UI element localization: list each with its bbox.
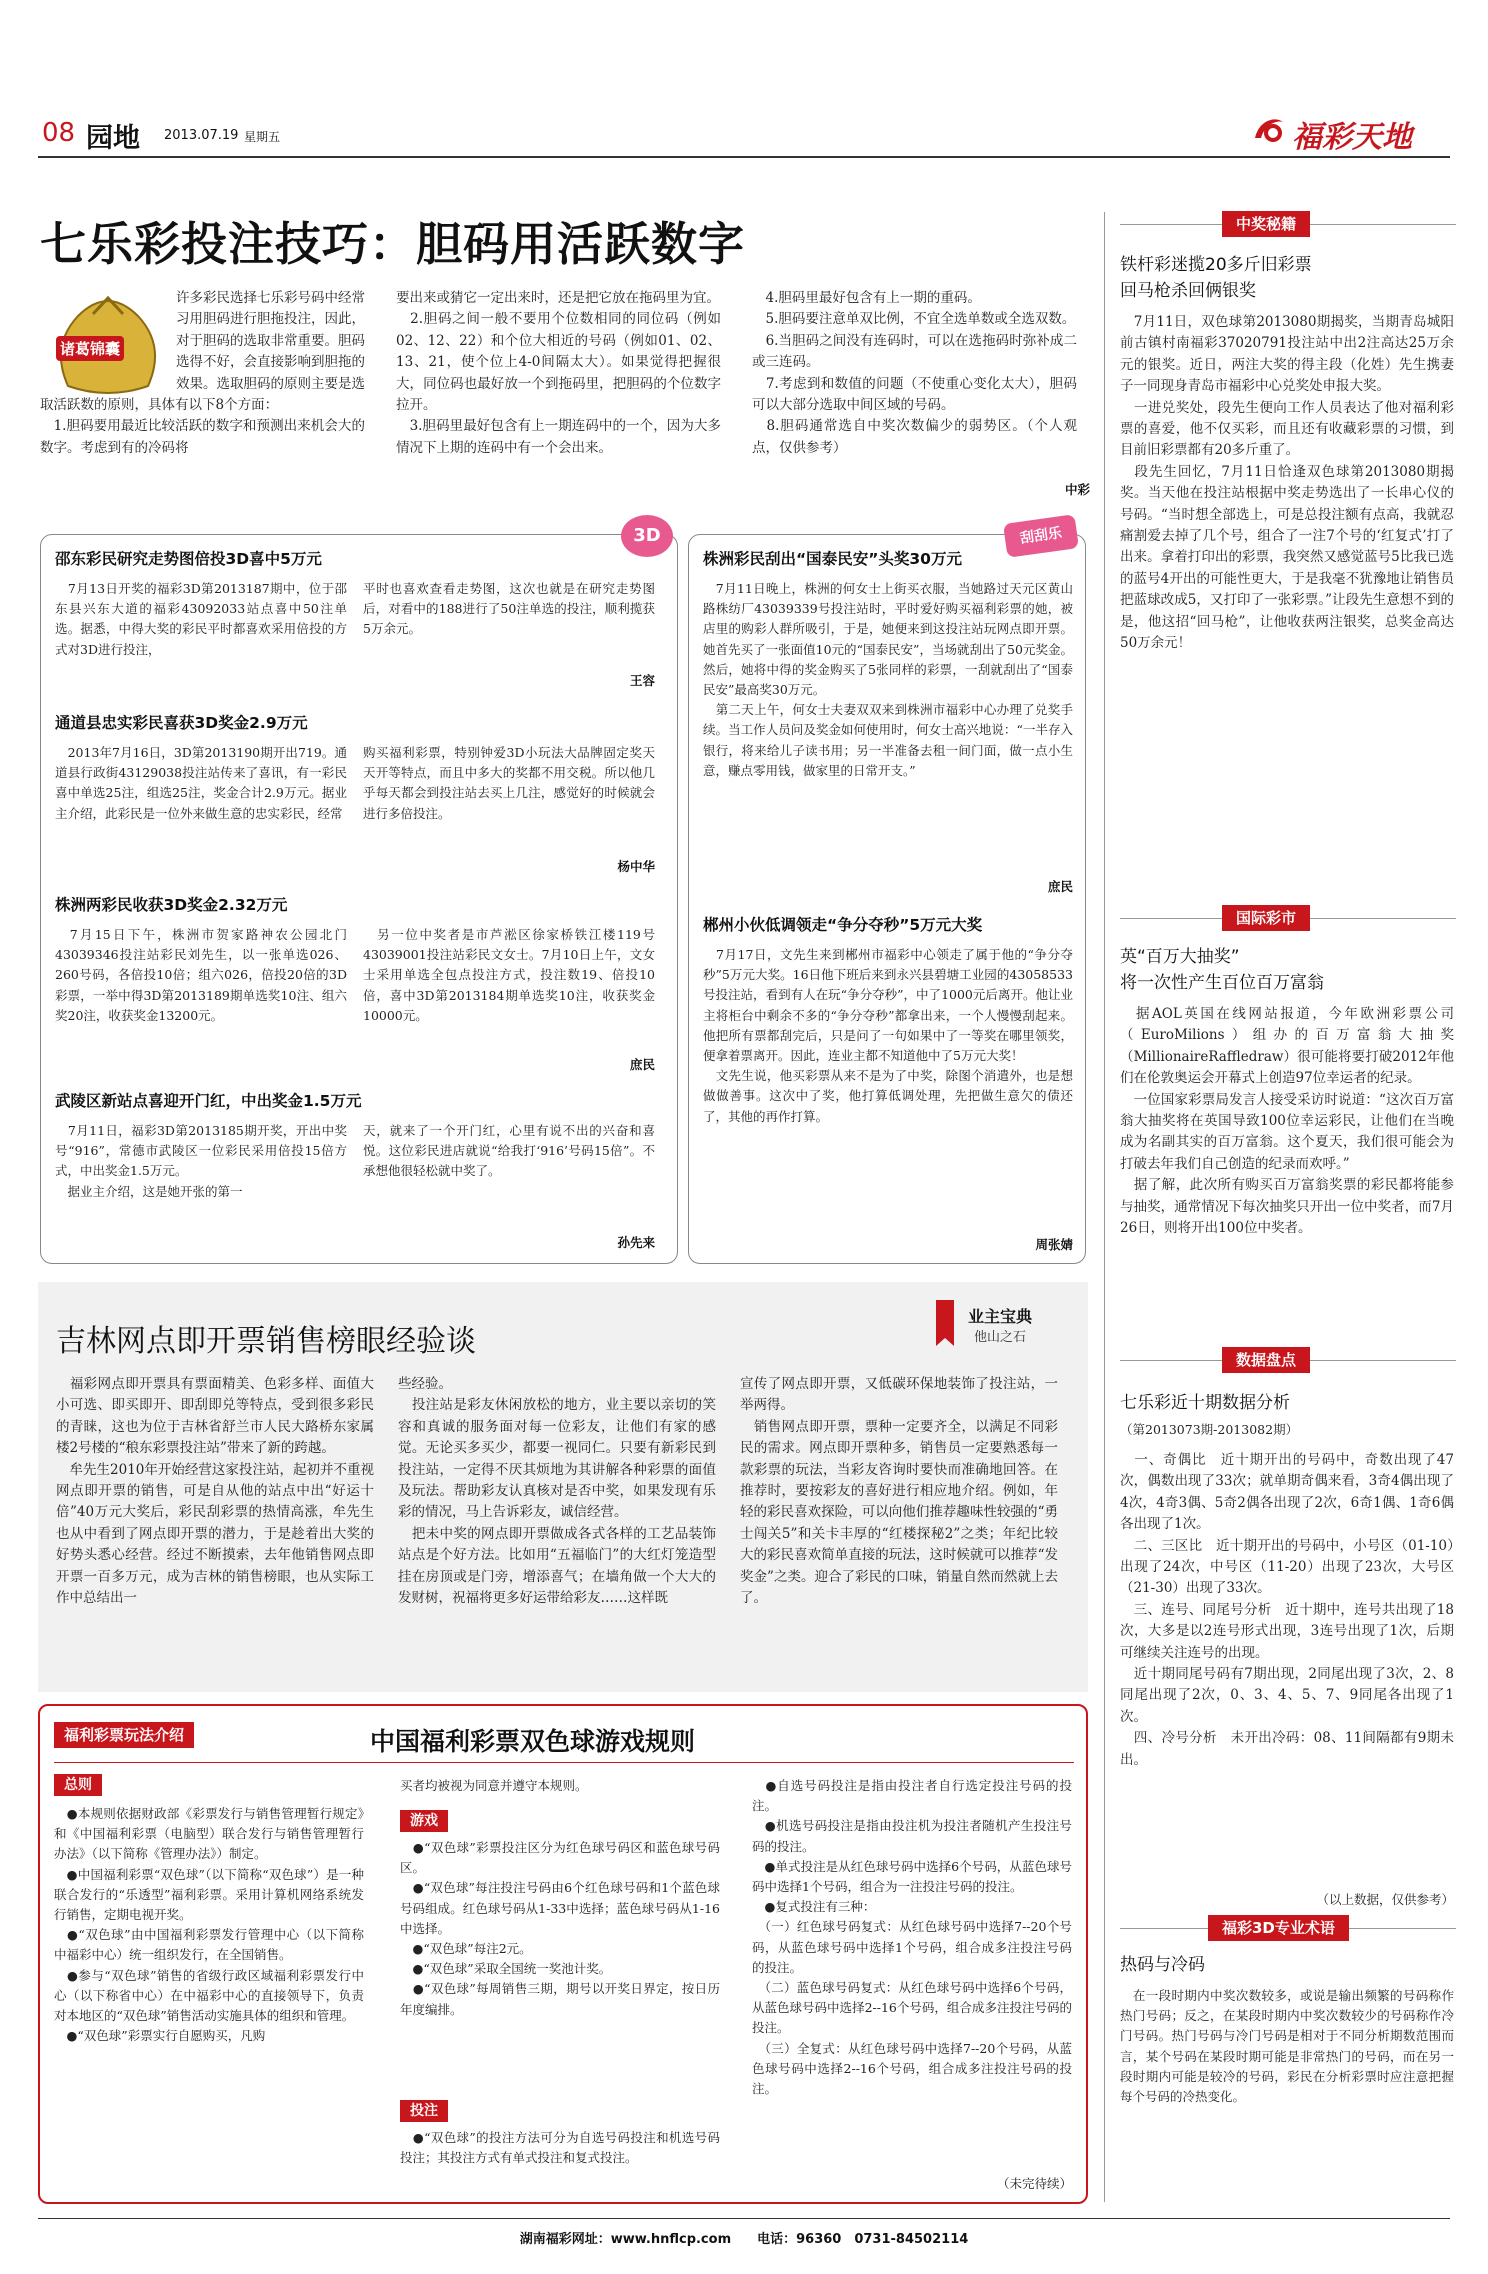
s1-tag: 中奖秘籍 — [1222, 211, 1310, 237]
news-scratch-1-text: 7月11日晚上，株洲的何女士上街买衣服，当她路过天元区黄山路株纺厂43039339号投注站时，平时爱好购买福利彩票的她，被店里的购彩人群所吸引，于是，她便来到这投注站玩网点即开票。她首先买了一张面值10元的“国泰民安”，当场就刮出了50元奖金。然后，她将中得的奖金购买了5张同样的彩票，一刮就刮出了“国泰民安”最高奖30万元。 第二天上午，何女士夫妻双双来到株洲市福彩中心办理了兑奖手续。当工作人员问及奖金如何使用时，何女士高兴地说：“一半存入银行，将来给儿子读书用；另一半准备去租一间门面，做一点小生意，赚点零用钱，做家里的日常开支。” — [703, 581, 1073, 778]
main-column-3: 4.胆码里最好包含有上一期的重码。 5.胆码要注意单双比例，不宜全选单数或全选双数。 6.当胆码之间没有连码时，可以在选拖码时弥补成二或三连码。 7.考虑到和数值的问题（不使重心变化太大），胆码可以大部分选取中间区域的号码。 8.胆码通常选自中奖次数偏少的弱势区。（个人观点，仅供参考） — [752, 290, 1077, 456]
s2-tag: 国际彩市 — [1222, 905, 1310, 931]
footer-rule — [38, 2218, 1450, 2219]
main-col1-text: 许多彩民选择七乐彩号码中经常习用胆码进行胆拖投注，因此，对于胆码的选取非常重要。胆码选得不好，会直接影响到胆拖的效果。选取胆码的原则主要是选取活跃数的原则，具体有以下8个方面： 1.胆码要用最近比较活跃的数字和预测出来机会大的数字。考虑到有的冷码将 — [40, 290, 365, 456]
footer-text: 湖南福彩网址：www.hnflcp.com 电话：96360 0731-84502114 — [519, 2232, 969, 2247]
main-author: 中彩 — [1064, 482, 1090, 497]
page-number: 08 — [42, 118, 76, 148]
s2-text: 据AOL英国在线网站报道，今年欧洲彩票公司（EuroMilions）组办的百万富翁大抽奖（MillionaireRaffledraw）很可能将要打破2012年他们在伦敦奥运会开幕式上创造97位幸运者的纪录。 一位国家彩票局发言人接受采访时说道：“这次百万富翁大抽奖将在英国导致100位幸运彩民，让他们在当晚成为名副其实的百万富翁。这个夏天，我们很可能会为打破去年我们自己创造的纪录而欢呼。” 据了解，此次所有购买百万富翁奖票的彩民都将能参与抽奖，通常情况下每次抽奖只开出一位中奖者，而7月26日，则将开出100位中奖者。 — [1120, 1006, 1454, 1237]
rules-col-2b: ●“双色球”彩票投注区分为红色球号码区和蓝色球号码区。 ●“双色球”每注投注号码由6个红色球号码和1个蓝色球号码组成。红色球号码从1-33中选择；蓝色球号码从1-16中选择。 ●“双色球”每注2元。 ●“双色球”采取全国统一奖池计奖。 ●“双色球”每周销售三期，期号以开奖日界定，按日历年度编排。 — [400, 1840, 720, 2017]
news-3d-title-2: 通道县忠实彩民喜获3D奖金2.9万元 — [55, 714, 308, 732]
s3-subtitle: （第2013073期-2013082期） — [1120, 1422, 1299, 1437]
rules-col1-tag: 总则 — [54, 1774, 102, 1796]
wrap-spacer — [40, 288, 177, 400]
box-scratch-news — [688, 525, 1086, 1264]
badge-label: 诸葛锦囊 — [56, 336, 124, 361]
news-3d-2-author: 杨中华 — [617, 859, 655, 874]
news-scratch-2-text: 7月17日，文先生来到郴州市福彩中心领走了属于他的“争分夺秒”5万元大奖。16日他下班后来到永兴县碧塘工业园的43058533号投注站，看到有人在玩“争分夺秒”，中了1000元后离开。他让业主将柜台中剩余不多的“争分夺秒”都拿出来，一个人慢慢刮起来。他把所有票都刮完后，只是问了一句如果中了一等奖在哪里领奖，便拿着票离开。因此，连业主都不知道他中了5万元大奖！ 文先生说，他买彩票从来不是为了中奖，除图个消遣外，也是想做做善事。这次中了奖，他打算低调处理，先把做生意欠的债还了，其他的再作打算。 — [703, 947, 1073, 1124]
issue-weekday: 星期五 — [244, 130, 281, 144]
news-3d-title-3: 株洲两彩民收获3D奖金2.32万元 — [55, 896, 288, 914]
news-3d-1-author: 王容 — [629, 673, 655, 688]
s4-tag: 福彩3D专业术语 — [1208, 1915, 1349, 1941]
sidebar — [1120, 200, 1456, 2200]
news-3d-2-col-a: 2013年7月16日，3D第2013190期开出719。通道县行政街43129038投注站传来了喜讯，有一彩民喜中单选25注，组选25注，奖金合计2.9万元。据业主介绍，此彩民是一位外来做生意的忠实彩民，经常 — [55, 745, 347, 821]
jilin-tag-box — [926, 1300, 1084, 1348]
jilin-col-2: 些经验。 投注站是彩友休闲放松的地方，业主要以亲切的笑容和真诚的服务面对每一位彩友，让他们有家的感觉。无论买多买少，都要一视同仁。只要有新彩民到投注站，一定得不厌其烦地为其讲解各种彩票的面值及玩法。帮助彩友认真核对是否中奖，如果发现有乐彩的情况，马上告诉彩友，诚信经营。 把未中奖的网点即开票做成各式各样的工艺品装饰站点是个好方法。比如用“五福临门”的大红灯笼造型挂在房顶或是门旁，增添喜气；在墙角做一个大大的发财树，祝福将更多好运带给彩友……这样既 — [398, 1376, 716, 1607]
rules-col-2c: ●“双色球”的投注方法可分为自选号码投注和机选号码投注；其投注方式有单式投注和复式投注。 — [400, 2130, 720, 2166]
main-column-2: 要出来或猜它一定出来时，还是把它放在拖码里为宜。 2.胆码之间一般不要用个位数相同的同位码（例如02、12、22）和个位大相近的号码（例如01、02、13、21，使个位上4-0间隔太大）。如果觉得把握很大，同位码也最好放一个到拖码里，把胆码的个位数字拉开。 3.胆码里最好包含有上一期连码中的一个，因为大多情况下上期的连码中有一个会出来。 — [396, 290, 721, 456]
news-3d-3-col-b: 另一位中奖者是市芦淞区徐家桥铁江楼119号43039001投注站彩民文女士。7月10日上午，文女士采用单选全包点投注方式，投注数19、倍投10倍，喜中3D第2013184期单选奖10注，收获奖金10000元。 — [363, 927, 655, 1023]
jilin-col-1: 福彩网点即开票具有票面精美、色彩多样、面值大小可选、即买即开、即刮即兑等特点，受到很多彩民的青睐，这也为位于吉林省舒兰市人民大路桥东家属楼2号楼的“稂东彩票投注站”带来了新的跨越。 牟先生2010年开始经营这家投注站，起初并不重视网点即开票的销售，可是自从他的站点中出“好运十倍”40万元大奖后，彩民刮彩票的热情高涨，牟先生也从中看到了网点即开票的潜力，于是趁着出大奖的好势头悉心经营。经过不断摸索，去年他销售网点即开票一百多万元，成为吉林的销售榜眼，也从实际工作中总结出一 — [56, 1376, 374, 1607]
jilin-title: 吉林网点即开票销售榜眼经验谈 — [56, 1324, 476, 1359]
issue-date: 2013.07.19 — [164, 128, 239, 143]
s2-title: 英“百万大抽奖” 将一次性产生百位百万富翁 — [1120, 947, 1324, 993]
box-3d-news — [40, 525, 678, 1264]
main-column-1 — [40, 288, 365, 508]
rules-title: 中国福利彩票双色球游戏规则 — [370, 1727, 696, 1756]
s3-title: 七乐彩近十期数据分析 — [1120, 1393, 1290, 1413]
main-title: 七乐彩投注技巧：胆码用活跃数字 — [40, 217, 745, 271]
rules-col2-tag-2: 投注 — [400, 2100, 448, 2122]
rules-col-3: ●自选号码投注是指由投注者自行选定投注号码的投注。 ●机选号码投注是指由投注机为投注者随机产生投注号码的投注。 ●单式投注是从红色球号码中选择6个号码，从蓝色球号码中选择1个号码，组合为一注投注号码的投注。 ●复式投注有三种： （一）红色球号码复式：从红色球号码中选择7--20个号码，从蓝色球号码中选择1个号码，组合成多注投注号码的投注。 （二）蓝色球号码复式：从红色球号码中选择6个号码，从蓝色球号码中选择2--16个号码，组合成多注投注号码的投注。 （三）全复式：从红色球号码中选择7--20个号码，从蓝色球号码中选择2--16个号码，组合成多注投注号码的投注。 — [752, 1778, 1072, 2097]
sidebar-divider — [1104, 212, 1105, 2202]
news-3d-4-author: 孙先来 — [617, 1235, 655, 1250]
news-3d-3-col-a: 7月15日下午，株洲市贺家路神农公园北门43039346投注站彩民刘先生，以一张单选026、260号码，各倍投10倍；组六026，倍投20倍的3D彩票，一举中得3D第2013189期单选奖10注、组六奖20注，收获奖金13200元。 — [55, 927, 347, 1023]
news-scratch-1-author: 庶民 — [1047, 879, 1073, 894]
rules-col-1: ●本规则依据财政部《彩票发行与销售管理暂行规定》和《中国福利彩票（电脑型）联合发行与销售管理暂行办法》（以下简称《管理办法》）制定。 ●中国福利彩票“双色球”（以下简称“双色球”）是一种联合发行的“乐透型”福利彩票。采用计算机网络系统发行销售，定期电视开奖。 ●“双色球”由中国福利彩票发行管理中心（以下简称中福彩中心）统一组织发行，在全国销售。 ●参与“双色球”销售的省级行政区域福利彩票发行中心（以下称省中心）在中福彩中心的直接领导下，负责对本地区的“双色球”销售活动实施具体的组织和管理。 ●“双色球”彩票实行自愿购买，凡购 — [54, 1806, 364, 2044]
page-header — [38, 112, 1450, 158]
badge-3d: 3D — [621, 515, 673, 557]
s3-text: 一、奇偶比 近十期开出的号码中，奇数出现了47次，偶数出现了33次；就单期奇偶来看，3奇4偶出现了4次，4奇3偶、5奇2偶各出现了2次，6奇1偶、1奇6偶各出现了1次。 二、三区比 近十期开出的号码中，小号区（01-10）出现了24次，中号区（11-20）出现了23次，大号区（21-30）出现了33次。 三、连号、同尾号分析 近十期中，连号共出现了18次，大多是以2连号形式出现，3连号出现了1次，后期可继续关注连号的出现。 近十期同尾号码有7期出现，2同尾出现了3次，2、8同尾出现了2次，0、3、4、5、7、9同尾各出现了1次。 四、冷号分析 未开出冷码：08、11间隔都有9期未出。 — [1120, 1452, 1454, 1768]
news-scratch-title-1: 株洲彩民刮出“国泰民安”头奖30万元 — [703, 550, 962, 568]
news-3d-1-col-b: 平时也喜欢查看走势图，这次也就是在研究走势图后，对看中的188进行了50注单选的投注，顺利揽获5万余元。 — [363, 581, 655, 637]
rules-continued: （未完待续） — [996, 2176, 1072, 2191]
s4-title: 热码与冷码 — [1120, 1955, 1205, 1975]
rules-col2-tag-1: 游戏 — [400, 1810, 448, 1832]
news-3d-title-4: 武陵区新站点喜迎开门红，中出奖金1.5万元 — [55, 1092, 362, 1110]
bookmark-icon — [934, 1300, 956, 1346]
s3-tag: 数据盘点 — [1222, 1347, 1310, 1373]
brand-name: 福彩天地 — [1292, 120, 1412, 155]
s1-text: 7月11日，双色球第2013080期揭奖，当期青岛城阳前古镇村南福彩37020791投注站中出2注高达25万余元的银奖。近日，两注大奖的得主段（化姓）先生携妻子一同现身青岛市福彩中心兑奖处申报大奖。 一进兑奖处，段先生便向工作人员表达了他对福利彩票的喜爱，他不仅买彩，而且还有收藏彩票的习惯，到目前旧彩票都有20多斤重了。 段先生回忆，7月11日恰逢双色球第2013080期揭奖。当天他在投注站根据中奖走势选出了一长串心仪的号码。“当时想全部选上，可是总投注额有点高，我就忍痛割爱去掉了几个号，组合了一注7个号的‘红复式’打了出来。拿着打印出的彩票，我突然又感觉蓝号5比我已选的蓝号4开出的可能性更大，于是我毫不犹豫地让销售员把蓝球改成5，又打印了一张彩票。”让段先生意想不到的是，他这招“回马枪”，让他收获两注银奖，总奖金高达50万余元！ — [1120, 314, 1454, 652]
s4-text: 在一段时期内中奖次数较多，或说是输出频繁的号码称作热门号码；反之，在某段时期内中奖次数较少的号码称作冷门号码。热门号码与冷门号码是相对于不同分析期数范围而言，某个号码在某段时期可能是非常热门的号码，而在另一段时期内可能是较冷的号码，彩民在分析彩票时应注意把握每个号码的冷热变化。 — [1120, 1988, 1454, 2105]
news-scratch-2-author: 周张婧 — [1035, 1237, 1073, 1252]
news-3d-4-col-b: 天，就来了一个开门红，心里有说不出的兴奋和喜悦。这位彩民进店就说“给我打‘916’号码15倍”。不承想他很轻松就中奖了。 — [363, 1123, 655, 1179]
jilin-tag-main: 业主宝典 — [968, 1307, 1033, 1326]
brand-logo-icon — [1251, 114, 1287, 146]
news-3d-2-col-b: 购买福利彩票，特别钟爱3D小玩法大品牌固定奖天天开等特点，而且中多大的奖都不用交税。所以他几乎每天都会到投注站去买上几注，感觉好的时候就会进行多倍投注。 — [363, 745, 655, 821]
s1-title: 铁杆彩迷揽20多斤旧彩票 回马枪杀回俩银奖 — [1120, 255, 1312, 301]
section-name: 园地 — [86, 123, 140, 154]
jilin-section — [38, 1282, 1088, 1692]
news-scratch-title-2: 郴州小伙低调领走“争分夺秒”5万元大奖 — [703, 916, 983, 934]
header-rule — [38, 156, 1450, 158]
news-3d-4-col-a: 7月11日，福彩3D第2013185期开奖，开出中奖号“916”，常德市武陵区一位彩民采用倍投15倍方式，中出奖金1.5万元。 据业主介绍，这是她开张的第一 — [55, 1123, 347, 1199]
rules-col-2a: 买者均被视为同意并遵守本规则。 — [400, 1778, 588, 1793]
rules-rule — [54, 1762, 1074, 1763]
badge-scratch: 刮刮乐 — [1003, 514, 1079, 558]
rules-tag: 福利彩票玩法介绍 — [54, 1722, 194, 1748]
news-3d-3-author: 庶民 — [629, 1057, 655, 1072]
news-3d-title-1: 邵东彩民研究走势图倍投3D喜中5万元 — [55, 550, 322, 568]
s3-note: （以上数据，仅供参考） — [1316, 1892, 1454, 1907]
jilin-col-3: 宣传了网点即开票，又低碳环保地装饰了投注站，一举两得。 销售网点即开票，票种一定要齐全，以满足不同彩民的需求。网点即开票种多，销售员一定要熟悉每一款彩票的玩法，当彩友咨询时要快而准确地回答。在推荐时，要按彩友的喜好进行相应地介绍。例如，年轻的彩民喜欢探险，可以向他们推荐趣味性较强的“勇士闯关5”和关卡丰厚的“红楼探秘2”之类；年纪比较大的彩民喜欢简单直接的玩法，这时候就可以推荐“发奖金”之类。迎合了彩民的口味，销量自然而然就上去了。 — [740, 1376, 1058, 1607]
jilin-tag-sub: 他山之石 — [974, 1330, 1027, 1345]
news-3d-1-col-a: 7月13日开奖的福彩3D第2013187期中，位于邵东县兴东大道的福彩43092033站点喜中50注单选。据悉，中得大奖的彩民平时都喜欢采用倍投的方式对3D进行投注， — [55, 581, 347, 657]
rules-section — [38, 1704, 1088, 2204]
